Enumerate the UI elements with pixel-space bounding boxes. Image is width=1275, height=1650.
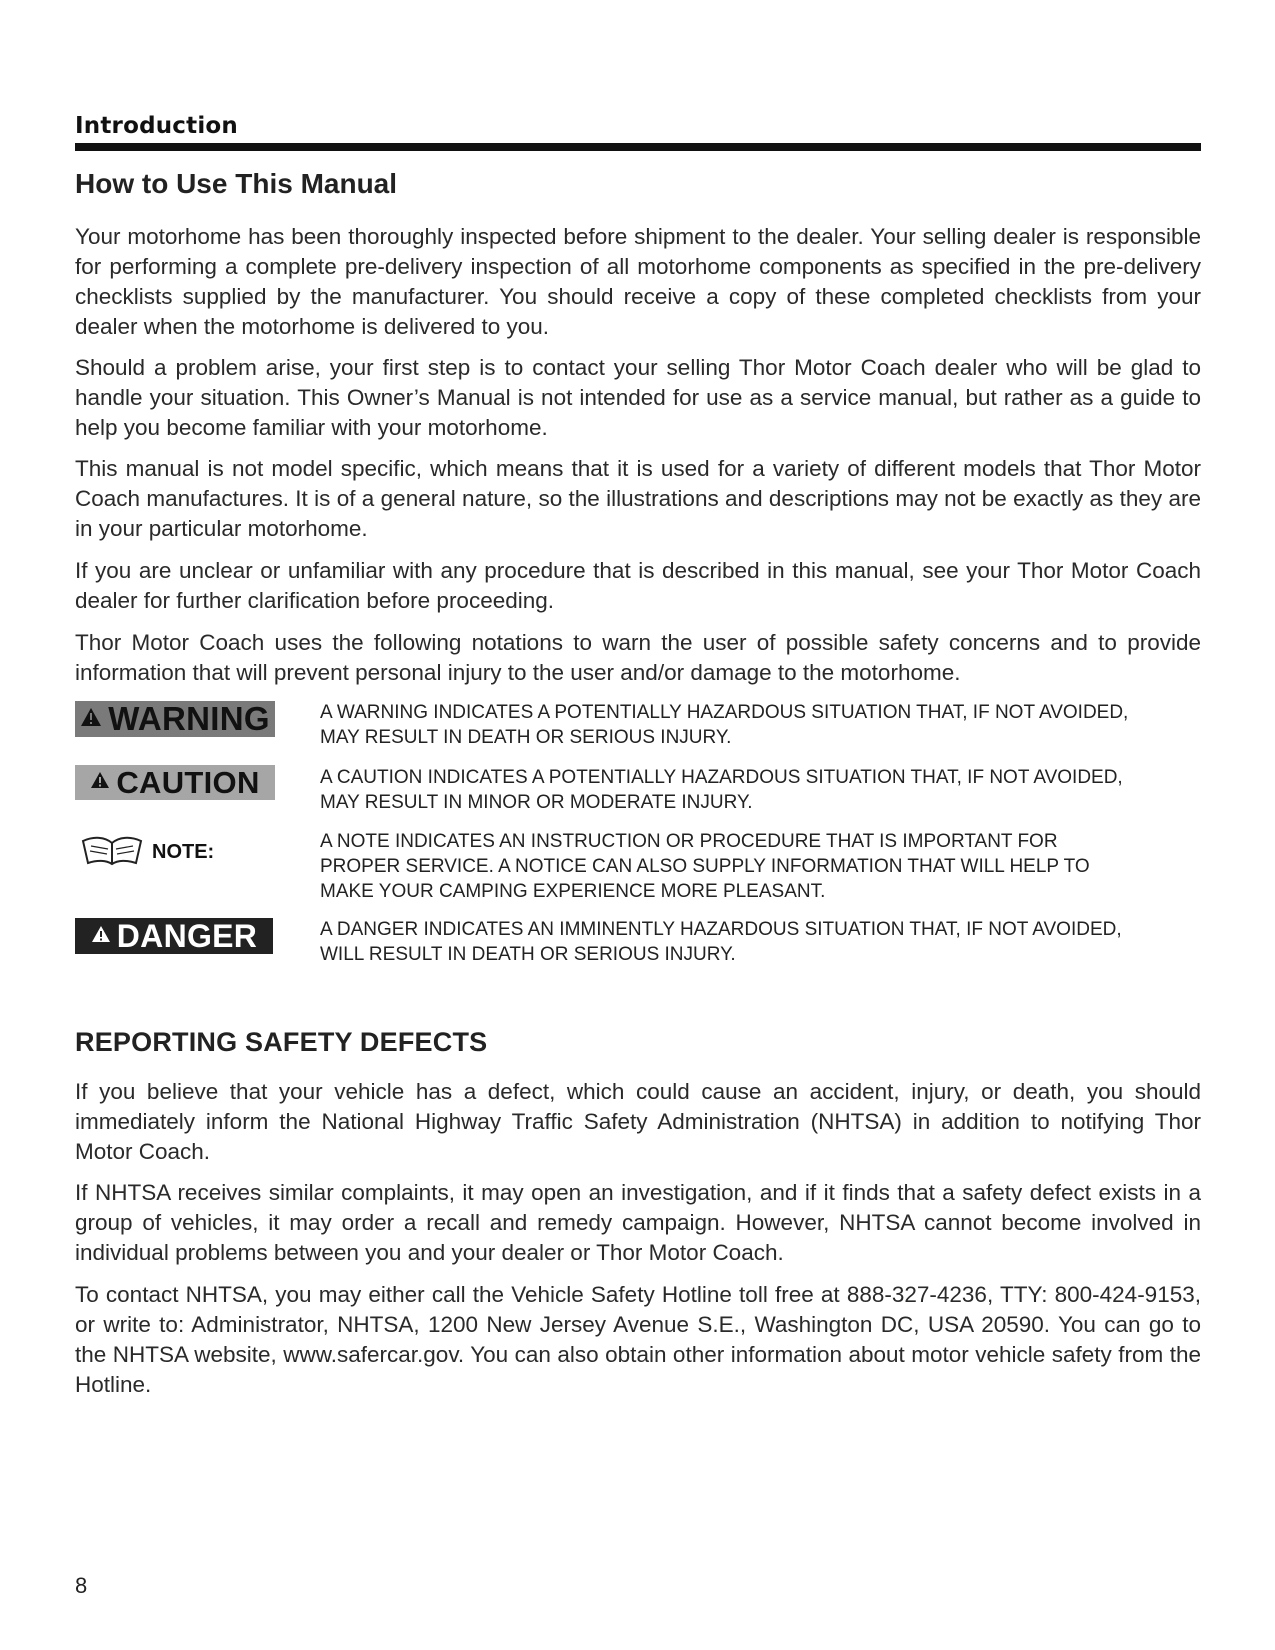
caution-badge [75, 765, 275, 800]
warning-badge [75, 701, 275, 737]
note-label: NOTE: [152, 841, 215, 863]
page-title: How to Use This Manual [75, 168, 398, 199]
reporting-paragraph-2: If NHTSA receives similar complaints, it may open an investigation, and if it finds that a safety defect exists in a group of vehicles, it may order a recall and remedy campaign. However, NHTSA cannot become involved in individual problems between you and your dealer or Thor Motor Coach. [75, 1180, 1201, 1265]
danger-triangle-icon [91, 925, 111, 948]
intro-paragraph-5: Thor Motor Coach uses the following notations to warn the user of possible safety concerns and to provide information that will prevent personal injury to the user and/or damage to the motorhome. [75, 630, 1201, 685]
danger-text: A DANGER INDICATES AN IMMINENTLY HAZARDOUS SITUATION THAT, IF NOT AVOIDED, WILL RESULT IN DEATH OR SERIOUS INJURY. [320, 919, 1122, 965]
section-label: Introduction [75, 113, 238, 139]
caution-label: CAUTION [116, 764, 260, 800]
warning-text: A WARNING INDICATES A POTENTIALLY HAZARDOUS SITUATION THAT, IF NOT AVOIDED, MAY RESULT IN DEATH OR SERIOUS INJURY. [320, 702, 1129, 748]
note-text: A NOTE INDICATES AN INSTRUCTION OR PROCEDURE THAT IS IMPORTANT FOR PROPER SERVICE. A NOTICE CAN ALSO SUPPLY INFORMATION THAT WILL HELP TO MAKE YOUR CAMPING EXPERIENCE MORE PLEASANT. [320, 831, 1090, 902]
note-badge [80, 833, 214, 872]
caution-triangle-icon [90, 771, 110, 794]
reporting-paragraph-3: To contact NHTSA, you may either call the Vehicle Safety Hotline toll free at 888-327-4236, TTY: 800-424-9153, or write to: Administrator, NHTSA, 1200 New Jersey Avenue S.E., Washington DC, USA 20590. You can go to the NHTSA website, www.safercar.gov. You can also obtain other information about motor vehicle safety from the Hotline. [75, 1282, 1201, 1397]
reporting-paragraph-1: If you believe that your vehicle has a defect, which could cause an accident, injury, or death, you should immediately inform the National Highway Traffic Safety Administration (NHTSA) in addition to notifying Thor Motor Coach. [75, 1079, 1201, 1164]
warning-triangle-icon [80, 707, 102, 732]
intro-paragraph-3: This manual is not model specific, which means that it is used for a variety of different models that Thor Motor Coach manufactures. It is of a general nature, so the illustrations and descriptions may not be exactly as they are in your particular motorhome. [75, 456, 1201, 541]
danger-label: DANGER [116, 917, 258, 954]
page-number: 8 [75, 1573, 88, 1598]
danger-badge [75, 918, 273, 954]
reporting-heading: REPORTING SAFETY DEFECTS [75, 1027, 488, 1057]
open-book-icon [80, 833, 144, 872]
section-divider [75, 143, 1201, 151]
intro-paragraph-1: Your motorhome has been thoroughly inspected before shipment to the dealer. Your selling dealer is responsible for performing a complete pre-delivery inspection of all motorhome components as specified in the pre-delivery checklists supplied by the manufacturer. You should receive a copy of these completed checklists from your dealer when the motorhome is delivered to you. [75, 224, 1201, 339]
warning-label: WARNING [108, 700, 270, 737]
intro-paragraph-4: If you are unclear or unfamiliar with any procedure that is described in this manual, see your Thor Motor Coach dealer for further clarification before proceeding. [75, 558, 1201, 613]
caution-text: A CAUTION INDICATES A POTENTIALLY HAZARDOUS SITUATION THAT, IF NOT AVOIDED, MAY RESULT IN MINOR OR MODERATE INJURY. [320, 767, 1123, 813]
intro-paragraph-2: Should a problem arise, your first step is to contact your selling Thor Motor Coach dealer who will be glad to handle your situation. This Owner’s Manual is not intended for use as a service manual, but rather as a guide to help you become familiar with your motorhome. [75, 355, 1201, 440]
